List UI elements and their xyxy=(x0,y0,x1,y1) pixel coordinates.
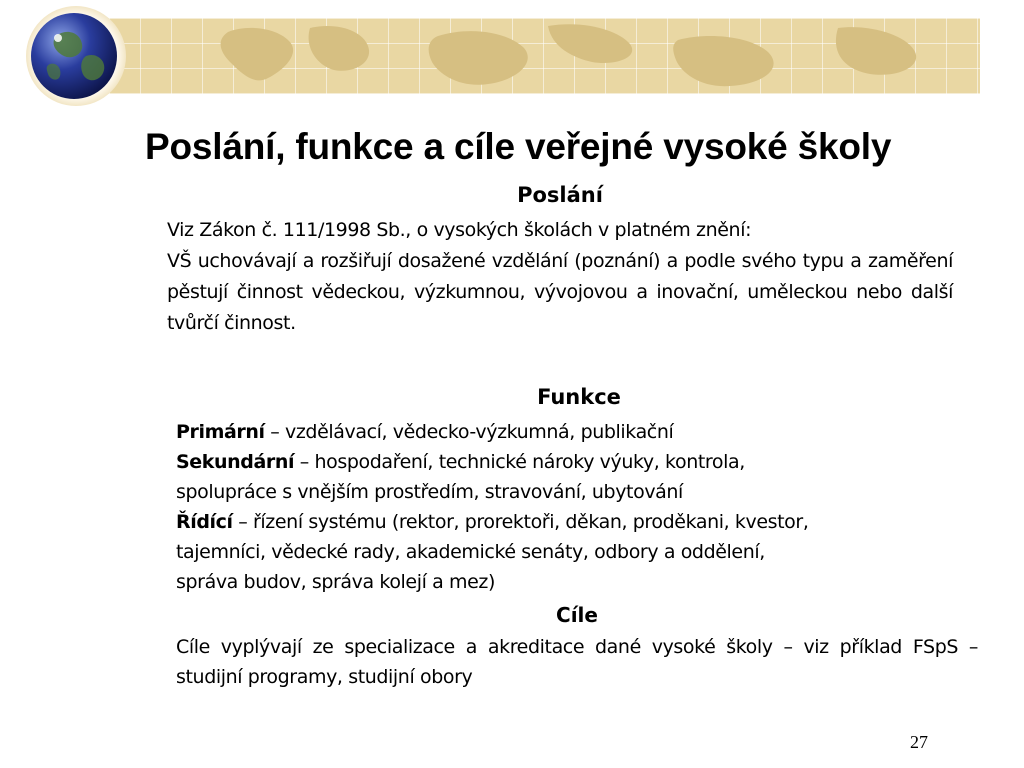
funkce-item-primarni xyxy=(176,417,976,447)
globe-icon xyxy=(20,6,132,106)
funkce-text-sekundarni-cont: spolupráce s vnějším prostředím, stravování, ubytování xyxy=(176,481,683,503)
poslani-law-reference: Viz Zákon č. 111/1998 Sb., o vysokých školách v platném znění: xyxy=(167,219,752,241)
funkce-text-ridici: – řízení systému (rektor, prorektoři, děkan, proděkani, kvestor, xyxy=(232,511,809,533)
poslani-text: VŠ uchovávají a rozšiřují dosažené vzdělání (poznání) a podle svého typu a zaměření pěstují činnost vědeckou, výzkumnou, vývojovou a inovační, uměleckou nebo další tvůrčí činnost xyxy=(167,250,953,334)
funkce-item-ridici xyxy=(176,507,976,597)
poslani-text-block xyxy=(167,246,953,339)
cile-text: Cíle vyplývají ze specializace a akreditace dané vysoké školy – viz příklad FSpS – studijní programy, studijní obory xyxy=(176,636,978,688)
page-number: 27 xyxy=(910,732,928,752)
poslani-text-end: . xyxy=(290,312,296,334)
funkce-list xyxy=(176,417,976,597)
funkce-item-sekundarni xyxy=(176,447,976,507)
funkce-text-primarni: – vzdělávací, vědecko-výzkumná, publikační xyxy=(264,421,674,443)
funkce-text-ridici-cont-1: tajemníci, vědecké rady, akademické senáty, odbory a oddělení, xyxy=(176,541,765,563)
map-banner xyxy=(78,18,980,94)
slide-title: Poslání, funkce a cíle veřejné vysoké školy xyxy=(145,126,892,167)
funkce-term-primarni: Primární xyxy=(176,421,265,443)
globe-logo xyxy=(20,6,132,106)
cile-heading: Cíle xyxy=(556,603,598,627)
funkce-text-ridici-cont-2: správa budov, správa kolejí a mez) xyxy=(176,571,495,593)
funkce-text-sekundarni: – hospodaření, technické nároky výuky, kontrola, xyxy=(294,451,745,473)
poslani-heading: Poslání xyxy=(517,183,603,207)
funkce-term-sekundarni: Sekundární xyxy=(176,451,295,473)
funkce-heading: Funkce xyxy=(537,385,621,409)
world-map-graphic xyxy=(78,18,980,94)
funkce-term-ridici: Řídící xyxy=(176,511,233,533)
